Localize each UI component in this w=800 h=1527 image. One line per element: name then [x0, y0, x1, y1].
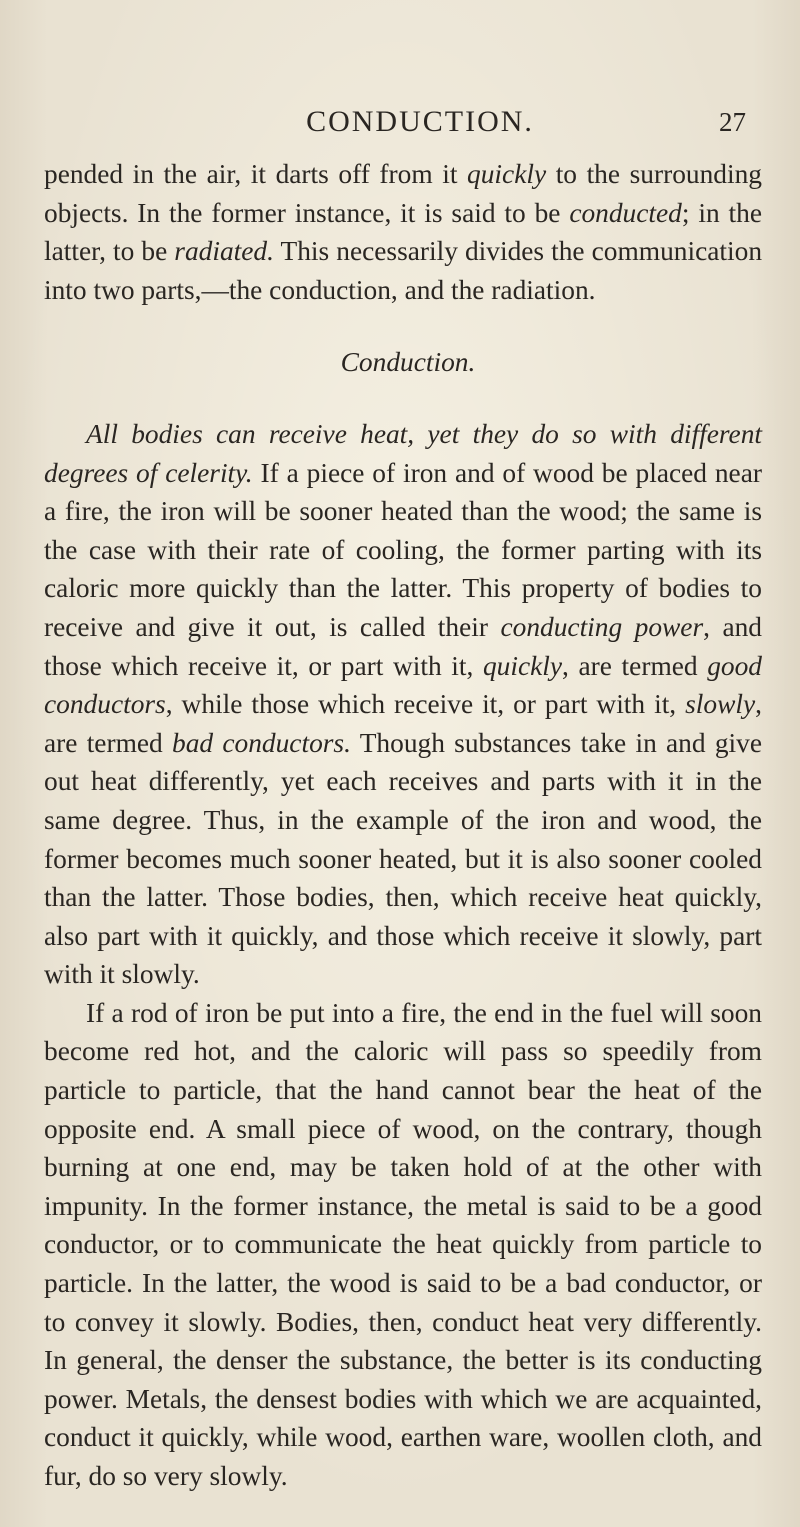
text-run: to the surrounding objects. In the former instance, it is said to be [44, 159, 762, 228]
text-run: Though substances take in and give out heat differently, yet each receives and parts with it in the same degree. Thus, in the example of the iron and wood, the former becomes much sooner heated, but it is also sooner cooled than the latter. Those bodies, then, which receive heat quickly, also part with it quickly, and those which receive it slowly, part with it slowly. [44, 727, 762, 990]
italic-run: good conductors [44, 650, 762, 720]
italic-run: conducted [569, 197, 682, 228]
italic-run: quickly [467, 159, 547, 189]
text-run: , are termed [44, 689, 762, 758]
page-number: 27 [719, 107, 746, 137]
paragraph-continuation [44, 155, 762, 309]
text-run: , are termed [562, 650, 708, 681]
text-run: ; in the latter, to be [44, 197, 762, 267]
text-run: pended in the air, it darts off from it [44, 159, 468, 189]
italic-run: radiated. [174, 236, 274, 267]
text-run: , while those which receive it, or part with it, [165, 689, 686, 720]
text-run: , and those which receive it, or part with it, [44, 611, 762, 681]
italic-run: All bodies can receive heat, yet they do so with different degrees of celerity. [44, 418, 762, 488]
italic-run: slowly [685, 689, 756, 720]
paragraph-conduction-intro [44, 415, 762, 994]
running-title: CONDUCTION. [306, 105, 534, 138]
running-head [44, 102, 762, 142]
section-heading: Conduction. [340, 347, 476, 378]
book-page [0, 102, 800, 1527]
text-run: If a piece of iron and of wood be placed near a fire, the iron will be sooner heated than the wood; the same is the case with their rate of cooling, the former parting with its caloric more quickly than the latter. This property of bodies to receive and give it out, is called their [44, 457, 762, 642]
text-run: This necessarily divides the communication into two parts,—the conduction, and the radiation. [44, 236, 763, 305]
italic-run: quickly [482, 650, 563, 681]
italic-run: bad conductors. [172, 727, 351, 758]
italic-run: conducting power [500, 611, 704, 642]
body-text [44, 155, 762, 1496]
paragraph-iron-rod: If a rod of iron be put into a fire, the end in the fuel will soon become red hot, and the caloric will pass so speedily from particle to particle, that the hand cannot bear the heat of the opposite end. A small piece of wood, on the contrary, though burning at one end, may be taken hold of at the other with impunity. In the former instance, the metal is said to be a good conductor, or to communicate the heat quickly from particle to particle. In the latter, the wood is said to be a bad conductor, or to convey it slowly. Bodies, then, conduct heat very differently. In general, the denser the substance, the better is its conducting power. Metals, the densest bodies with which we are acquainted, conduct it quickly, while wood, earthen ware, woollen cloth, and fur, do so very slowly. [44, 997, 762, 1491]
